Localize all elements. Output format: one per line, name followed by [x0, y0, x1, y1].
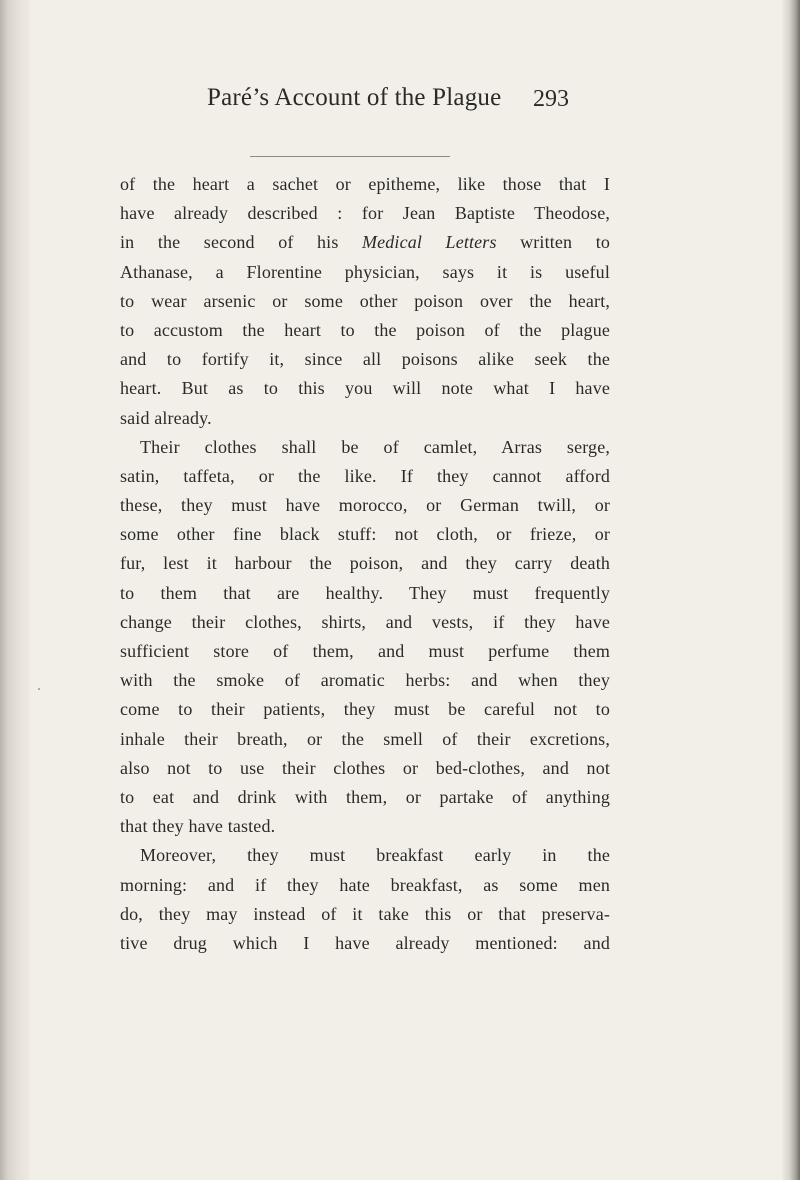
text-line: Their clothes shall be of camlet, Arras serge,	[140, 436, 610, 457]
header-rule	[250, 156, 450, 157]
text-line: to them that are healthy. They must frequently	[120, 582, 610, 603]
text-line: said already.	[120, 407, 212, 428]
text-line: Moreover, they must breakfast early in the	[140, 845, 610, 866]
text-line: come to their patients, they must be careful not to	[120, 699, 610, 720]
text-line: have already described : for Jean Baptiste Theodose,	[120, 203, 610, 224]
page-number: 293	[533, 86, 569, 112]
page-gutter-left	[0, 0, 30, 1180]
text-line: of the heart a sachet or epitheme, like those that I	[120, 174, 610, 194]
text-line: tive drug which I have already mentioned: and	[120, 932, 610, 953]
text-line: to accustom the heart to the poison of the plague	[120, 319, 610, 340]
text-line: Athanase, a Florentine physician, says it is useful	[120, 261, 610, 282]
text-line: inhale their breath, or the smell of their excretions,	[120, 728, 610, 749]
text-run: written to	[496, 232, 610, 253]
text-line: satin, taffeta, or the like. If they cannot afford	[120, 465, 610, 486]
page-header	[0, 84, 800, 120]
text-line: sufficient store of them, and must perfume them	[120, 641, 610, 661]
paper-speck	[38, 688, 40, 690]
text-line: these, they must have morocco, or German twill, or	[120, 495, 610, 516]
running-title: Paré’s Account of the Plague	[207, 84, 502, 111]
text-run: in the second of his	[120, 232, 362, 253]
text-line	[120, 228, 610, 257]
text-line: to eat and drink with them, or partake of anything	[120, 786, 610, 807]
body-text	[120, 170, 610, 958]
text-line: to wear arsenic or some other poison over the heart,	[120, 290, 610, 311]
text-line: some other fine black stuff: not cloth, or frieze, or	[120, 524, 610, 545]
text-line: fur, lest it harbour the poison, and they carry death	[120, 553, 610, 574]
text-line: also not to use their clothes or bed-clothes, and not	[120, 757, 610, 778]
text-line: morning: and if they hate breakfast, as some men	[120, 874, 610, 895]
book-title-italic: Medical Letters	[362, 232, 497, 253]
text-line: with the smoke of aromatic herbs: and when they	[120, 670, 610, 691]
text-line: and to fortify it, since all poisons alike seek the	[120, 349, 610, 370]
page-edge-right	[782, 0, 800, 1180]
text-line: that they have tasted.	[120, 816, 276, 837]
text-line: change their clothes, shirts, and vests, if they have	[120, 611, 610, 632]
text-line: do, they may instead of it take this or that preserva-	[120, 903, 610, 924]
text-line: heart. But as to this you will note what I have	[120, 378, 610, 399]
